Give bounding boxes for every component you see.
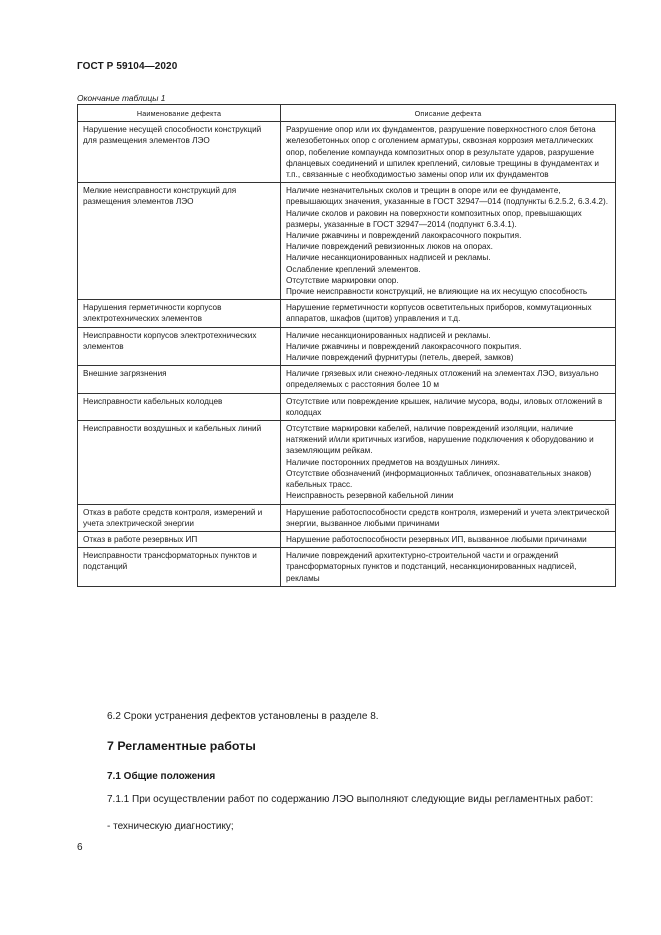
description-line: Разрушение опор или их фундаментов, разрушение поверхностного слоя бетона железобетонных опор с оголением арматуры, сквозная коррозия металлических опор, побеление компаунда композитных опор в результате ударов, разрушение фланцевых соединений и шпилек креплений, силовые трещины в фундаментах и т.п., связанные с необходимостью замены опор или их фундаментов xyxy=(286,125,599,180)
paragraph-6-2: 6.2 Сроки устранения дефектов установлены в разделе 8. xyxy=(107,711,379,722)
description-line: Наличие повреждений ревизионных люков на опорах. xyxy=(286,242,493,252)
description-line: Отсутствие маркировки опор. xyxy=(286,275,399,285)
table-row xyxy=(78,421,616,504)
description-line: Неисправность резервной кабельной линии xyxy=(286,491,454,501)
defect-name-cell: Неисправности кабельных колодцев xyxy=(78,393,281,420)
table-row xyxy=(78,548,616,587)
defect-description-cell xyxy=(281,183,616,300)
defect-description-cell xyxy=(281,393,616,420)
table-row xyxy=(78,504,616,531)
description-line: Ослабление креплений элементов. xyxy=(286,264,421,274)
column-header-name: Наименование дефекта xyxy=(78,105,281,122)
defect-name-cell: Мелкие неисправности конструкций для размещения элементов ЛЭО xyxy=(78,183,281,300)
description-line: Прочие неисправности конструкций, не влияющие на их несущую способность xyxy=(286,287,588,297)
defect-name-cell: Неисправности воздушных и кабельных линий xyxy=(78,421,281,504)
defects-table xyxy=(77,104,616,587)
paragraph-7-1-1: 7.1.1 При осуществлении работ по содержанию ЛЭО выполняют следующие виды регламентных работ: xyxy=(107,794,594,805)
defect-description-cell xyxy=(281,548,616,587)
column-header-description: Описание дефекта xyxy=(281,105,616,122)
subsection-heading-7-1: 7.1 Общие положения xyxy=(107,771,216,782)
defect-name-cell: Внешние загрязнения xyxy=(78,366,281,393)
description-line: Нарушение герметичности корпусов осветительных приборов, коммутационных аппаратов, шкафов (щитов) управления и т.д. xyxy=(286,303,592,324)
table-row xyxy=(78,366,616,393)
table-header-row xyxy=(78,105,616,122)
description-line: Отсутствие обозначений (информационных табличек, опознавательных знаков) кабельных трасс. xyxy=(286,468,592,490)
table-row xyxy=(78,531,616,547)
defect-description-cell xyxy=(281,366,616,393)
description-line: Наличие несанкционированных надписей и рекламы. xyxy=(286,253,491,263)
defect-description-cell xyxy=(281,504,616,531)
table-row xyxy=(78,300,616,327)
description-line: Наличие сколов и раковин на поверхности композитных опор, превышающих размеры, указанные в ГОСТ 32947—2014 (подпункт 6.3.4.1). xyxy=(286,208,582,229)
description-line: Наличие незначительных сколов и трещин в опоре или ее фундаменте, превышающих значения, указанные в ГОСТ 32947—014 (подпункты 6.2.5.2, 6.3.4.2). xyxy=(286,186,608,207)
page-number: 6 xyxy=(77,842,83,853)
section-heading-7: 7 Регламентные работы xyxy=(107,739,256,753)
description-line: Наличие ржавчины и повреждений лакокрасочного покрытия. xyxy=(286,231,522,241)
description-line: Наличие грязевых или снежно-ледяных отложений на элементах ЛЭО, визуально определяемых с расстояния более 10 м xyxy=(286,369,599,390)
description-line: Отсутствие маркировки кабелей, наличие повреждений изоляции, наличие натяжений и/или критичных изгибов, нарушение подключения к оборудованию и заземляющим рейкам. xyxy=(286,424,594,456)
list-item: - техническую диагностику; xyxy=(107,821,234,832)
defect-name-cell: Отказ в работе резервных ИП xyxy=(78,531,281,547)
defect-name-cell: Неисправности трансформаторных пунктов и подстанций xyxy=(78,548,281,587)
description-line: Наличие несанкционированных надписей и рекламы. xyxy=(286,330,491,340)
defect-description-cell xyxy=(281,300,616,327)
table-row xyxy=(78,183,616,300)
defect-name-cell: Отказ в работе средств контроля, измерений и учета электрической энергии xyxy=(78,504,281,531)
defect-description-cell xyxy=(281,531,616,547)
description-line: Наличие ржавчины и повреждений лакокрасочного покрытия. xyxy=(286,341,522,351)
defect-description-cell xyxy=(281,327,616,366)
description-line: Нарушение работоспособности резервных ИП, вызванное любыми причинами xyxy=(286,534,587,544)
description-line: Наличие повреждений фурнитуры (петель, дверей, замков) xyxy=(286,353,514,363)
description-line: Отсутствие или повреждение крышек, наличие мусора, воды, иловых отложений в колодцах xyxy=(286,396,603,417)
document-code: ГОСТ Р 59104—2020 xyxy=(77,61,178,72)
table-row xyxy=(78,393,616,420)
defect-description-cell xyxy=(281,421,616,504)
description-line: Наличие посторонних предметов на воздушных линиях. xyxy=(286,457,500,467)
defect-name-cell: Нарушение несущей способности конструкций для размещения элементов ЛЭО xyxy=(78,122,281,183)
description-line: Наличие повреждений архитектурно-строительной части и ограждений трансформаторных пунктов и подстанций, несанкционированных надписей, рекламы xyxy=(286,551,577,583)
defect-name-cell: Неисправности корпусов электротехнических элементов xyxy=(78,327,281,366)
table-row xyxy=(78,122,616,183)
defects-table-body xyxy=(78,122,616,587)
table-row xyxy=(78,327,616,366)
description-line: Нарушение работоспособности средств контроля, измерений и учета электрической энергии, вызванное любыми причинами xyxy=(286,507,610,528)
defect-name-cell: Нарушения герметичности корпусов электротехнических элементов xyxy=(78,300,281,327)
table-caption: Окончание таблицы 1 xyxy=(77,93,166,103)
defect-description-cell xyxy=(281,122,616,183)
